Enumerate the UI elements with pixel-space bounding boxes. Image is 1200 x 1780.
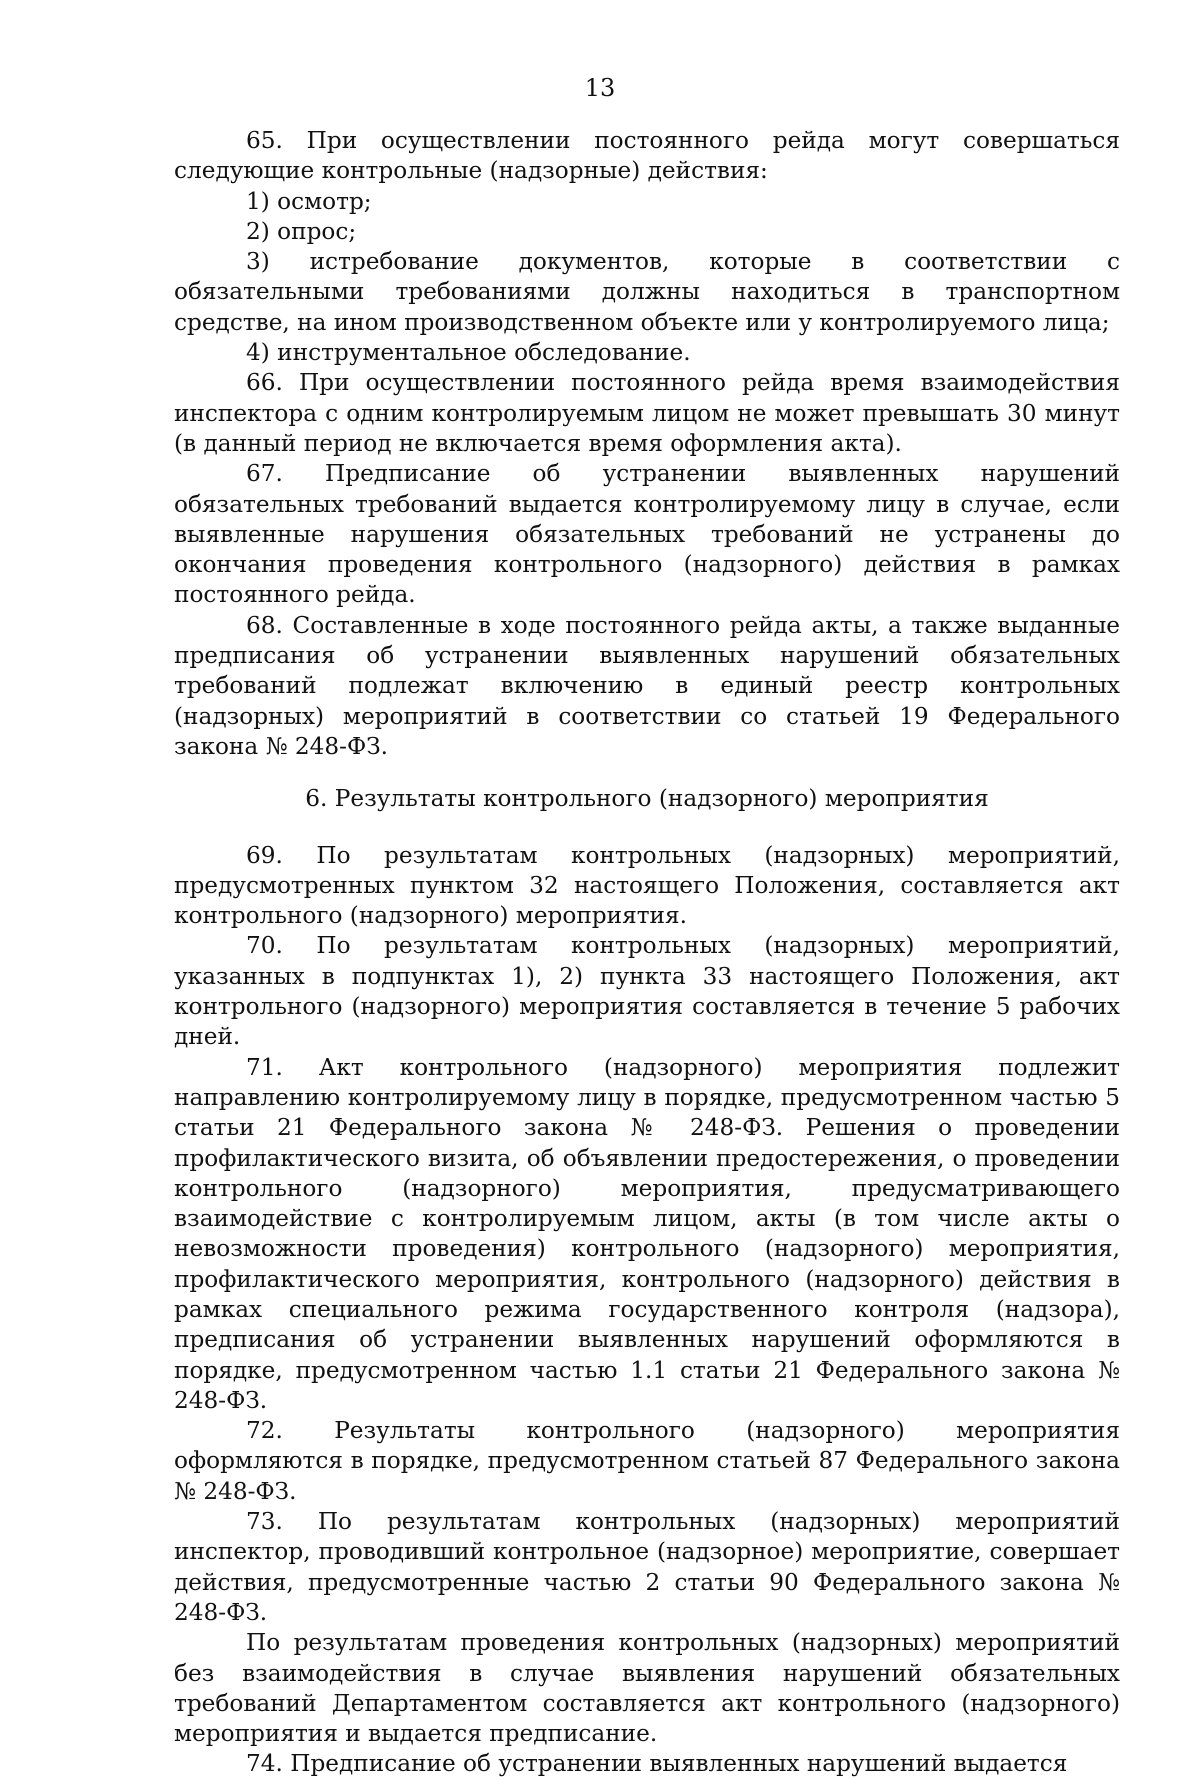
paragraph-73-continued: По результатам проведения контрольных (надзорных) мероприятий без взаимодействия в случае выявления нарушений обязательных требований Департаментом составляется акт контрольного (надзорного) мероприятия и выдается предписание. [174,1629,1120,1748]
list-item-instrumental: 4) инструментальное обследование. [246,339,691,367]
paragraph-72: 72. Результаты контрольного (надзорного) мероприятия оформляются в порядке, предусмотренном статьей 87 Федерального закона № 248-ФЗ. [174,1417,1120,1505]
paragraph-70: 70. По результатам контрольных (надзорных) мероприятий, указанных в подпунктах 1), 2) пункта 33 настоящего Положения, акт контрольного (надзорного) мероприятия составляется в течение 5 рабочих дней. [174,932,1120,1051]
paragraph-74: 74. Предписание об устранении выявленных нарушений выдается [246,1750,1068,1778]
list-item-inspection: 1) осмотр; [246,187,372,215]
paragraph-67: 67. Предписание об устранении выявленных нарушений обязательных требований выдается контролируемому лицу в случае, если выявленные нарушения обязательных требований не устранены до окончания проведения контрольного (надзорного) действия в рамках постоянного рейда. [174,460,1120,609]
document-body [174,126,1120,1780]
page-number: 13 [584,74,616,102]
paragraph-65: 65. При осуществлении постоянного рейда могут совершаться следующие контрольные (надзорные) действия: [174,127,1120,185]
list-item-documents: 3) истребование документов, которые в соответствии с обязательными требованиями должны находиться в транспортном средстве, на ином производственном объекте или у контролируемого лица; [174,248,1120,336]
paragraph-73: 73. По результатам контрольных (надзорных) мероприятий инспектор, проводивший контрольное (надзорное) мероприятие, совершает действия, предусмотренные частью 2 статьи 90 Федерального закона № 248-ФЗ. [174,1508,1120,1626]
paragraph-68: 68. Составленные в ходе постоянного рейда акты, а также выданные предписания об устранении выявленных нарушений обязательных требований подлежат включению в единый реестр контрольных (надзорных) мероприятий в соответствии со статьей 19 Федерального закона № 248-ФЗ. [174,611,1120,760]
paragraph-69: 69. По результатам контрольных (надзорных) мероприятий, предусмотренных пунктом 32 настоящего Положения, составляется акт контрольного (надзорного) мероприятия. [174,841,1120,930]
list-item-survey: 2) опрос; [246,217,357,245]
paragraph-71: 71. Акт контрольного (надзорного) мероприятия подлежит направлению контролируемому лицу в порядке, предусмотренном частью 5 статьи 21 Федерального закона № 248-ФЗ. Решения о проведении профилактического визита, об объявлении предостережения, о проведении контрольного (надзорного) мероприятия, предусматривающего взаимодействие с контролируемым лицом, акты (в том числе акты о невозможности проведения) контрольного (надзорного) мероприятия, профилактического мероприятия, контрольного (надзорного) действия в рамках специального режима государственного контроля (надзора), предписания об устранении выявленных нарушений оформляются в порядке, предусмотренном частью 1.1 статьи 21 Федерального закона № 248-ФЗ. [174,1053,1120,1414]
section-heading: 6. Результаты контрольного (надзорного) мероприятия [305,785,989,813]
paragraph-66: 66. При осуществлении постоянного рейда время взаимодействия инспектора с одним контролируемым лицом не может превышать 30 минут (в данный период не включается время оформления акта). [174,369,1120,457]
